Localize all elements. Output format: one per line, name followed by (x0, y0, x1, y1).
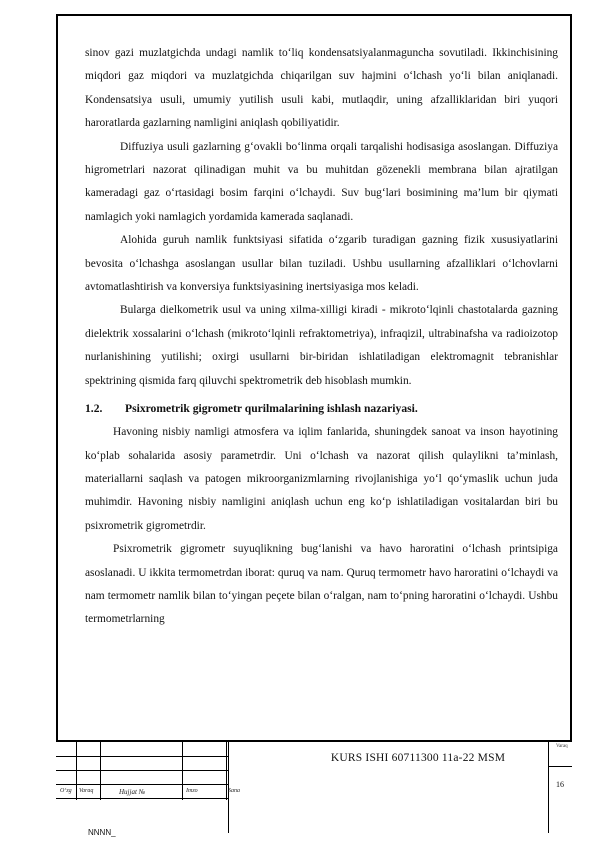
paragraph: Alohida guruh namlik funktsiyasi sifatida o‘zgarib turadigan gazning fizik xususiyatlarini bevosita o‘lchashga asoslangan usullar bilan tuziladi. Ushbu usullarning afzalliklari o‘lchovlarni avtomatlashtirish va konversiya funktsiyasining inertsiyasiga mos keladi. (85, 234, 558, 294)
imzo-label: Imzo (186, 788, 198, 794)
section-title: Psixrometrik gigrometr qurilmalarining ishlash nazariyasi. (125, 402, 418, 416)
paragraph: Psixrometrik gigrometr suyuqlikning bug‘lanishi va havo haroratini o‘lchash printsipiga asoslanadi. U ikkita termometrdan iborat: quruq va nam. Quruq termometr havo haroratini o‘lchaydi va nam termometr namlik bilan to‘yingan peçete bilan o‘ralgan, nam to‘pning haroratini o‘lchaydi. Ushbu termometrlarning (85, 543, 558, 626)
sheet-label: Varaq (556, 744, 568, 749)
title-block (56, 740, 572, 833)
paragraph: Bularga dielkometrik usul va uning xilma-xilligi kiradi - mikroto‘lqinli chastotalarda gazning dielektrik xossalarini o‘lchash (mikroto‘lqinli refraktometriya), infraqizil, ultrabinafsha va radioizotop nurlanishining yutilishi; oxirgi usullarni bir-biridan ishlatiladigan elektromagnit tebranishlar spektrining qismida farq qiluvchi spektrometrik deb hisoblash mumkin. (85, 304, 558, 387)
document-body (85, 42, 558, 632)
section-heading (85, 397, 558, 421)
varaq-label: Varaq (79, 788, 94, 794)
page-number: 16 (556, 780, 564, 789)
hujjat-label: Hujjat № (119, 788, 146, 796)
document-code: KURS ISHI 60711300 11a-22 MSM (330, 752, 506, 764)
paragraph: sinov gazi muzlatgichda undagi namlik to‘liq kondensatsiyalanmaguncha sovutiladi. Ikkinchisining miqdori gaz miqdori va muzlatgichda chiqarilgan suv hajmini o‘lchash yo‘li bilan aniqlanadi. Kondensatsiya usuli, umumiy yutilish usuli kabi, mutlaqdir, uning afzalliklaridan biri yuqori haroratlarda gazlarning namligini aniqlash qobiliyatidir. (85, 47, 558, 130)
section-number: 1.2. (85, 402, 103, 416)
footer-extra-text: NNNN_ (88, 828, 116, 837)
ozg-label: O‘zg (60, 788, 72, 794)
paragraph: Havoning nisbiy namligi atmosfera va iqlim fanlarida, shuningdek sanoat va inson hayotining ko‘plab sohalarida asosiy parametrdir. Uni o‘lchash va nazorat qilish qulaylikni ta’minlash, materiallarni saqlash va patogen mikroorganizmlarning rivojlanishiga yo‘l qo‘ymaslik uchun juda muhimdir. Havoning nisbiy namligini aniqlash uchun eng ko‘p ishlatiladigan vositalardan biri bu psixrometrik gigrometrdir. (85, 426, 558, 532)
sana-label: Sana (228, 788, 240, 794)
paragraph: Diffuziya usuli gazlarning g‘ovakli bo‘linma orqali tarqalishi hodisasiga asoslangan. Diffuziya higrometrlari nazorat qilinadigan muhit va bu muhitdan gözenekli membrana bilan ajratilgan kameradagi gaz o‘rtasidagi bosim farqini o‘lchaydi. Suv bug‘lari bosimining ma’lum bir qiymati namlagich yoki namlagich yordamida kamerada saqlanadi. (85, 140, 558, 223)
